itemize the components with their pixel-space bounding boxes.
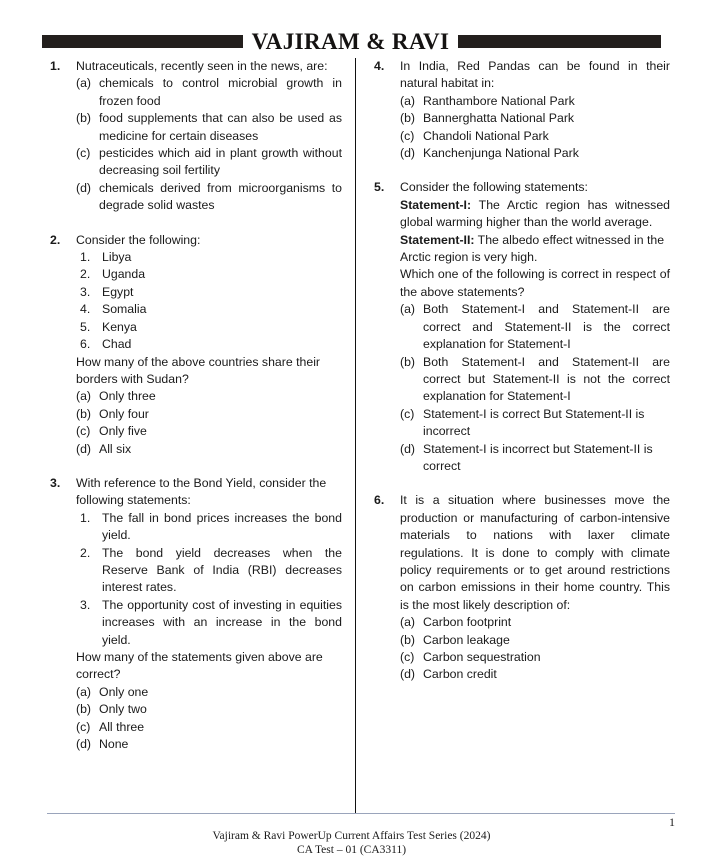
question-5-options <box>400 301 670 475</box>
option-text: chemicals derived from microorganisms to degrade solid wastes <box>99 180 342 213</box>
statement-item <box>76 597 342 649</box>
question-1-stem: Nutraceuticals, recently seen in the news, are: <box>76 59 328 73</box>
statement-marker: 2. <box>80 545 91 560</box>
question-2-lead: How many of the above countries share their borders with Sudan? <box>76 354 321 386</box>
statement-item <box>76 336 342 353</box>
option-text: Ranthambore National Park <box>423 93 575 108</box>
statement-text: Kenya <box>102 319 137 334</box>
left-column <box>0 58 355 770</box>
statement-marker: 2. <box>80 267 91 282</box>
option-text: Carbon footprint <box>423 615 512 630</box>
right-column <box>355 58 703 770</box>
option-text: None <box>99 737 129 752</box>
option-marker: (d) <box>76 441 92 456</box>
question-5-lead: Which one of the following is correct in respect of the above statements? <box>400 267 670 299</box>
statement-1-text: The Arctic region has witnessed global warming higher than the world average. <box>400 197 670 230</box>
option-marker: (c) <box>400 650 415 664</box>
option-item[interactable] <box>400 145 670 162</box>
statement-marker: 6. <box>80 337 91 352</box>
option-text: Carbon credit <box>423 667 497 682</box>
option-marker: (c) <box>76 424 91 439</box>
page-number: 1 <box>669 815 675 829</box>
option-marker: (c) <box>76 719 91 734</box>
option-text: Bannerghatta National Park <box>423 111 575 126</box>
question-2-stem: Consider the following: <box>76 232 201 247</box>
question-3-options <box>76 684 342 754</box>
question-4-stem: In India, Red Pandas can be found in their natural habitat in: <box>400 59 670 91</box>
statement-item <box>76 545 342 597</box>
question-3-number: 3. <box>50 475 61 490</box>
question-columns <box>0 58 703 770</box>
statement-text: Libya <box>102 250 132 265</box>
option-marker: (a) <box>76 76 92 91</box>
question-2-statements <box>76 249 342 353</box>
option-marker: (a) <box>76 684 92 699</box>
statement-marker: 3. <box>80 284 91 299</box>
question-6-stem: It is a situation where businesses move the production or manufacturing of carbon-intensive materials to nations with laxer climate regulations. It is done to comply with climate policy requirements or to get around restrictions on carbon emissions in their home country. This is the most likely description of: <box>400 493 670 612</box>
question-3-statements <box>76 510 342 649</box>
question-6 <box>374 492 670 683</box>
option-item[interactable] <box>76 423 342 440</box>
option-item[interactable] <box>76 684 342 701</box>
question-5 <box>374 179 670 475</box>
option-marker: (d) <box>400 667 416 682</box>
statement-marker: 5. <box>80 319 91 334</box>
statement-marker: 1. <box>80 510 91 525</box>
option-text: Both Statement-I and Statement-II are correct but Statement-II is not the correct explanation for Statement-I <box>423 354 670 404</box>
statement-marker: 4. <box>80 302 91 317</box>
option-item[interactable] <box>400 614 670 631</box>
option-item[interactable] <box>400 632 670 649</box>
option-text: chemicals to control microbial growth in frozen food <box>99 76 342 108</box>
statement-item <box>76 510 342 545</box>
question-3-lead: How many of the statements given above are correct? <box>76 650 323 682</box>
statement-2-label: Statement-II: <box>400 232 475 247</box>
option-text: Statement-I is correct But Statement-II is incorrect <box>423 406 645 439</box>
statement-item <box>76 284 342 301</box>
option-marker: (d) <box>400 146 416 161</box>
option-marker: (a) <box>400 302 416 317</box>
question-4-options <box>400 93 670 163</box>
option-marker: (b) <box>400 111 416 126</box>
option-item[interactable] <box>76 406 342 423</box>
option-text: All three <box>99 719 145 734</box>
question-4 <box>374 58 670 162</box>
option-text: food supplements that can also be used as medicine for certain diseases <box>99 111 342 143</box>
option-text: Statement-I is incorrect but Statement-II is correct <box>423 441 653 473</box>
option-text: Only four <box>99 406 149 421</box>
option-marker: (d) <box>400 441 416 456</box>
option-item[interactable] <box>76 75 342 110</box>
option-text: Chandoli National Park <box>423 128 549 143</box>
option-item[interactable] <box>400 441 670 476</box>
statement-marker: 3. <box>80 597 91 612</box>
option-marker: (d) <box>76 737 92 752</box>
statement-1-label: Statement-I: <box>400 197 472 212</box>
option-marker: (a) <box>400 615 416 630</box>
option-item[interactable] <box>400 406 670 441</box>
option-marker: (a) <box>400 93 416 108</box>
question-5-number: 5. <box>374 180 385 195</box>
header-bar-right <box>458 35 661 48</box>
statement-item <box>76 301 342 318</box>
statement-text: The opportunity cost of investing in equities increases with an increase in the bond yield. <box>102 597 342 647</box>
option-item[interactable] <box>400 110 670 127</box>
option-item[interactable] <box>400 301 670 353</box>
question-1-number: 1. <box>50 59 61 73</box>
option-item[interactable] <box>400 649 670 666</box>
footer-line-1: Vajiram & Ravi PowerUp Current Affairs Test Series (2024) <box>212 830 491 842</box>
option-item[interactable] <box>400 93 670 110</box>
page-header <box>0 26 703 56</box>
option-marker: (b) <box>400 632 416 647</box>
question-2-options <box>76 388 342 458</box>
question-5-statement-2 <box>400 232 670 267</box>
option-text: Only one <box>99 684 149 699</box>
question-5-stem: Consider the following statements: <box>400 180 588 195</box>
option-item[interactable] <box>76 441 342 458</box>
option-text: Only three <box>99 389 156 404</box>
statement-item <box>76 249 342 266</box>
option-text: Carbon leakage <box>423 632 510 647</box>
option-marker: (c) <box>400 406 415 421</box>
statement-marker: 1. <box>80 250 91 265</box>
statement-text: Egypt <box>102 284 134 299</box>
statement-text: The fall in bond prices increases the bond yield. <box>102 510 342 543</box>
option-marker: (b) <box>400 354 416 369</box>
page-title: VAJIRAM & RAVI <box>251 28 450 54</box>
question-6-options <box>400 614 670 684</box>
option-text: Only two <box>99 702 147 717</box>
option-marker: (d) <box>76 180 92 195</box>
option-text: Carbon sequestration <box>423 650 541 664</box>
option-marker: (b) <box>76 406 92 421</box>
option-item[interactable] <box>76 388 342 405</box>
question-2 <box>50 232 342 458</box>
question-4-number: 4. <box>374 59 385 73</box>
option-text: pesticides which aid in plant growth without decreasing soil fertility <box>99 146 342 178</box>
option-marker: (a) <box>76 389 92 404</box>
option-text: All six <box>99 441 132 456</box>
question-6-number: 6. <box>374 493 385 508</box>
statement-text: Chad <box>102 337 132 352</box>
statement-2-text: The albedo effect witnessed in the Arctic region is very high. <box>400 232 665 265</box>
option-item[interactable] <box>76 736 342 753</box>
option-marker: (b) <box>76 111 92 126</box>
statement-text: The bond yield decreases when the Reserve Bank of India (RBI) decreases interest rates. <box>102 545 342 595</box>
header-bar-left <box>42 35 243 48</box>
option-item[interactable] <box>400 128 670 145</box>
option-item[interactable] <box>400 354 670 406</box>
option-item[interactable] <box>400 666 670 683</box>
footer-rule <box>47 813 675 814</box>
statement-text: Uganda <box>102 267 146 282</box>
statement-item <box>76 266 342 283</box>
question-1-options <box>76 75 342 214</box>
question-5-statement-1 <box>400 197 670 232</box>
statement-text: Somalia <box>102 302 147 317</box>
option-item[interactable] <box>76 145 342 180</box>
option-text: Only five <box>99 424 147 439</box>
option-item[interactable] <box>76 110 342 145</box>
option-item[interactable] <box>76 719 342 736</box>
option-marker: (c) <box>76 146 91 161</box>
option-marker: (c) <box>400 128 415 143</box>
footer-line-2: CA Test – 01 (CA3311) <box>296 844 407 856</box>
option-marker: (b) <box>76 702 92 717</box>
question-3-stem: With reference to the Bond Yield, consider the following statements: <box>76 475 327 508</box>
question-2-number: 2. <box>50 232 61 247</box>
option-text: Kanchenjunga National Park <box>423 146 579 161</box>
option-text: Both Statement-I and Statement-II are correct and Statement-II is the correct explanation for Statement-I <box>423 302 670 352</box>
option-item[interactable] <box>76 701 342 718</box>
question-1 <box>50 58 342 215</box>
question-3 <box>50 475 342 754</box>
statement-item <box>76 319 342 336</box>
footer-text <box>0 829 703 857</box>
option-item[interactable] <box>76 180 342 215</box>
